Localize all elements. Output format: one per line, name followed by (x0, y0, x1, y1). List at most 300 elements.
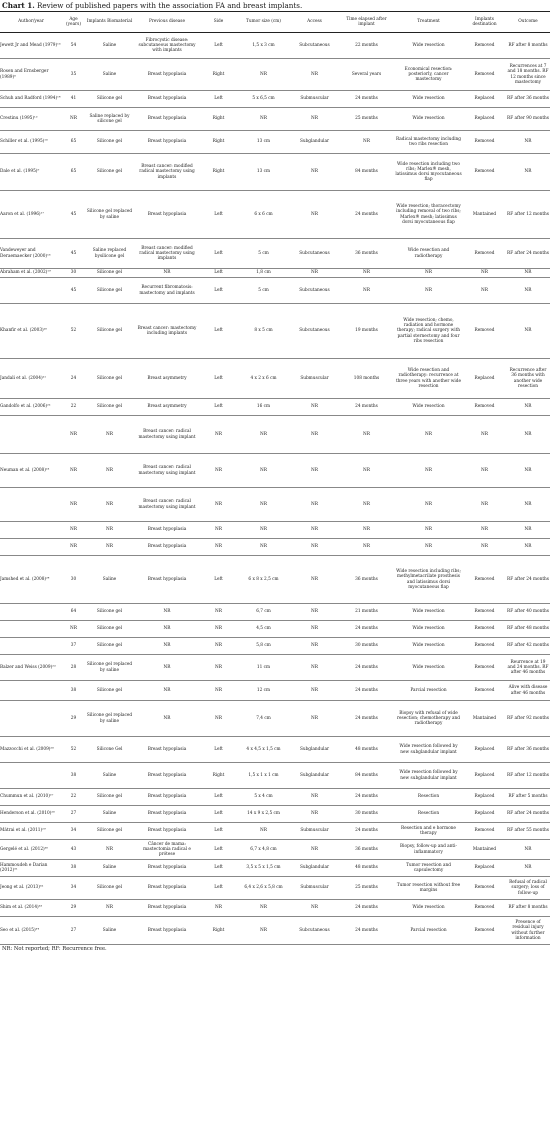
table-row (0, 737, 550, 763)
age-cell: 45 (62, 239, 85, 269)
implants-destination-cell: Removed (463, 33, 506, 59)
previous-disease-cell: Breast cancer: radical mastectomy using implant (134, 454, 200, 488)
outcome-cell: RF after 55 months (506, 823, 550, 840)
header-biomaterial: Implants Biomaterial (85, 12, 134, 33)
age-cell: 24 (62, 359, 85, 399)
table-footnote: NR: Not reported; RF: Recurrence free. (2, 946, 107, 952)
access-cell: NR (290, 789, 339, 806)
biomaterial-cell: Silicone gel (85, 681, 134, 701)
access-cell: Submuscular (290, 877, 339, 900)
previous-disease-cell: Breast hypoplasia (134, 823, 200, 840)
age-cell: 52 (62, 304, 85, 359)
author-cell: Gergelé et al. (2012)³⁰ (0, 840, 62, 860)
treatment-cell: Biopsy with refusal of wide resection; chemotherapy and radiotherapy (394, 701, 463, 737)
author-cell: Mazzocchi et al. (2009)²⁶ (0, 737, 62, 763)
access-cell: NR (290, 655, 339, 681)
age-cell: 45 (62, 191, 85, 239)
side-cell: NR (200, 522, 237, 539)
tumor-size-cell: 6,7 cm (237, 604, 290, 621)
implants-destination-cell: Removed (463, 917, 506, 945)
table-row (0, 539, 550, 556)
previous-disease-cell: Breast hypoplasia (134, 108, 200, 131)
access-cell: NR (290, 681, 339, 701)
outcome-cell: RF after 48 months (506, 621, 550, 638)
tumor-size-cell: NR (237, 108, 290, 131)
previous-disease-cell: Breast cancer: radical mastectomy using implant (134, 416, 200, 454)
review-table (0, 11, 550, 945)
outcome-cell: RF after 90 months (506, 108, 550, 131)
tumor-size-cell: 4,5 cm (237, 621, 290, 638)
header-time-elapsed: Time elapsed after implant (339, 12, 394, 33)
time-elapsed-cell: 24 months (339, 191, 394, 239)
time-elapsed-cell: 84 months (339, 763, 394, 789)
biomaterial-cell: NR (85, 522, 134, 539)
tumor-size-cell: 5 cm (237, 239, 290, 269)
implants-destination-cell: Removed (463, 131, 506, 154)
author-cell: Jamshed et al. (2008)²⁴ (0, 556, 62, 604)
tumor-size-cell: NR (237, 522, 290, 539)
side-cell: NR (200, 900, 237, 917)
time-elapsed-cell: NR (339, 131, 394, 154)
table-row (0, 681, 550, 701)
author-cell: Hammoudeh e Darian (2012)³¹ (0, 860, 62, 877)
implants-destination-cell: NR (463, 522, 506, 539)
implants-destination-cell: Removed (463, 239, 506, 269)
outcome-cell: NR (506, 416, 550, 454)
time-elapsed-cell: 48 months (339, 737, 394, 763)
access-cell: NR (290, 154, 339, 191)
tumor-size-cell: 8 x 5 cm (237, 304, 290, 359)
author-cell: Khanfir et al. (2003)²⁰ (0, 304, 62, 359)
biomaterial-cell: Saline (85, 59, 134, 91)
table-row (0, 655, 550, 681)
time-elapsed-cell: NR (339, 416, 394, 454)
implants-destination-cell: Removed (463, 638, 506, 655)
header-access: Access (290, 12, 339, 33)
outcome-cell: RF after 5 months (506, 789, 550, 806)
previous-disease-cell: Breast cancer: modified radical mastectomy using implants (134, 154, 200, 191)
tumor-size-cell: 5 cm (237, 278, 290, 304)
access-cell: Subglandular (290, 131, 339, 154)
author-cell (0, 416, 62, 454)
treatment-cell: NR (394, 539, 463, 556)
time-elapsed-cell: NR (339, 522, 394, 539)
implants-destination-cell: NR (463, 454, 506, 488)
caption-label: Chart 1. (2, 1, 35, 10)
treatment-cell: Parcial resection (394, 681, 463, 701)
time-elapsed-cell: 24 months (339, 789, 394, 806)
author-cell: Shim et al. (2014)³³ (0, 900, 62, 917)
side-cell: Left (200, 737, 237, 763)
treatment-cell: Wide resection including two ribs; Marlex® mesh, latissimus dorsi myocutaneous flap (394, 154, 463, 191)
tumor-size-cell: 1,5 x 3 cm (237, 33, 290, 59)
tumor-size-cell: 1,8 cm (237, 269, 290, 278)
outcome-cell: NR (506, 539, 550, 556)
tumor-size-cell: NR (237, 488, 290, 522)
age-cell: 43 (62, 840, 85, 860)
time-elapsed-cell: 22 months (339, 33, 394, 59)
treatment-cell: Wide resection (394, 638, 463, 655)
outcome-cell: RF after 12 months (506, 763, 550, 789)
time-elapsed-cell: 24 months (339, 917, 394, 945)
implants-destination-cell: Mantained (463, 840, 506, 860)
treatment-cell: Wide resection (394, 604, 463, 621)
time-elapsed-cell: 30 months (339, 806, 394, 823)
biomaterial-cell: NR (85, 488, 134, 522)
previous-disease-cell: Fibrocystic disease: subcutaneous mastectomy with implants (134, 33, 200, 59)
author-cell (0, 638, 62, 655)
access-cell: NR (290, 108, 339, 131)
author-cell: Schiller et al. (1995)¹⁶ (0, 131, 62, 154)
tumor-size-cell: NR (237, 823, 290, 840)
author-cell (0, 539, 62, 556)
biomaterial-cell: Silicone gel (85, 269, 134, 278)
table-row (0, 701, 550, 737)
treatment-cell: Wide resection followed by new subglandular implant (394, 763, 463, 789)
table-row (0, 91, 550, 108)
tumor-size-cell: 4 x 4,5 x 1,5 cm (237, 737, 290, 763)
side-cell: NR (200, 604, 237, 621)
time-elapsed-cell: 48 months (339, 860, 394, 877)
header-side: Side (200, 12, 237, 33)
author-cell (0, 278, 62, 304)
tumor-size-cell: 6 x 8 x 2,5 cm (237, 556, 290, 604)
outcome-cell: NR (506, 454, 550, 488)
implants-destination-cell: Removed (463, 877, 506, 900)
access-cell: NR (290, 806, 339, 823)
biomaterial-cell: NR (85, 900, 134, 917)
biomaterial-cell: Silicone gel (85, 877, 134, 900)
treatment-cell: Tumor resection and capsulectomy (394, 860, 463, 877)
implants-destination-cell: Removed (463, 655, 506, 681)
outcome-cell: Reurrence at 19 and 24 months. RF after 46 months (506, 655, 550, 681)
biomaterial-cell: Silicone gel (85, 91, 134, 108)
table-row (0, 806, 550, 823)
biomaterial-cell: Silicone Gel (85, 737, 134, 763)
outcome-cell: NR (506, 304, 550, 359)
outcome-cell: NR (506, 154, 550, 191)
outcome-cell: Refusal of radical surgery; loss of follow-up (506, 877, 550, 900)
author-cell: Gandolfo et al. (2006)²² (0, 399, 62, 416)
access-cell: NR (290, 900, 339, 917)
outcome-cell: Recurrence after 36 months with another wide resection (506, 359, 550, 399)
age-cell: NR (62, 416, 85, 454)
access-cell: Subcutaneous (290, 917, 339, 945)
previous-disease-cell: Breast hypoplasia (134, 91, 200, 108)
side-cell: Left (200, 239, 237, 269)
age-cell: 52 (62, 737, 85, 763)
time-elapsed-cell: 25 months (339, 877, 394, 900)
biomaterial-cell: Silicone gel (85, 359, 134, 399)
age-cell: 54 (62, 33, 85, 59)
side-cell: Left (200, 33, 237, 59)
implants-destination-cell: Removed (463, 154, 506, 191)
table-row (0, 108, 550, 131)
access-cell: Subcutaneous (290, 239, 339, 269)
access-cell: NR (290, 416, 339, 454)
tumor-size-cell: 5 x 6,5 cm (237, 91, 290, 108)
previous-disease-cell: Breast hypoplasia (134, 737, 200, 763)
side-cell: NR (200, 539, 237, 556)
time-elapsed-cell: 36 months (339, 239, 394, 269)
table-row (0, 823, 550, 840)
age-cell: NR (62, 108, 85, 131)
side-cell: NR (200, 416, 237, 454)
age-cell: 34 (62, 823, 85, 840)
time-elapsed-cell: 19 months (339, 304, 394, 359)
tumor-size-cell: 16 cm (237, 399, 290, 416)
author-cell: Jeong et al. (2013)³² (0, 877, 62, 900)
author-cell: Vandeweyer and Deraemaecker (2000)¹⁸ (0, 239, 62, 269)
previous-disease-cell: Breast cancer: modified radical mastectomy using implants (134, 239, 200, 269)
time-elapsed-cell: NR (339, 488, 394, 522)
implants-destination-cell: Removed (463, 604, 506, 621)
time-elapsed-cell: 24 months (339, 823, 394, 840)
tumor-size-cell: NR (237, 539, 290, 556)
tumor-size-cell: 13 cm (237, 154, 290, 191)
previous-disease-cell: NR (134, 638, 200, 655)
side-cell: NR (200, 681, 237, 701)
header-outcome: Outcome (506, 12, 550, 33)
previous-disease-cell: NR (134, 681, 200, 701)
tumor-size-cell: 12 cm (237, 681, 290, 701)
age-cell: 38 (62, 681, 85, 701)
implants-destination-cell: NR (463, 488, 506, 522)
header-age: Age (years) (62, 12, 85, 33)
side-cell: NR (200, 488, 237, 522)
outcome-cell: RF after 24 months (506, 556, 550, 604)
previous-disease-cell: Breast hypoplasia (134, 789, 200, 806)
tumor-size-cell: NR (237, 59, 290, 91)
treatment-cell: Wide resection (394, 621, 463, 638)
time-elapsed-cell: 24 months (339, 399, 394, 416)
biomaterial-cell: Saline (85, 917, 134, 945)
outcome-cell: RF after 92 months (506, 701, 550, 737)
access-cell: Subcutaneous (290, 278, 339, 304)
side-cell: Left (200, 789, 237, 806)
access-cell: Subglandular (290, 737, 339, 763)
author-cell: Abraham et al. (2002)¹⁹ (0, 269, 62, 278)
age-cell: 45 (62, 278, 85, 304)
table-header-row (0, 12, 550, 33)
access-cell: NR (290, 269, 339, 278)
previous-disease-cell: Breast cancer: radical mastectomy using implant (134, 488, 200, 522)
treatment-cell: Radical mastectomy including two ribs resection (394, 131, 463, 154)
side-cell: Left (200, 304, 237, 359)
access-cell: NR (290, 604, 339, 621)
table-row (0, 763, 550, 789)
age-cell: 64 (62, 604, 85, 621)
biomaterial-cell: Silicone gel (85, 154, 134, 191)
tumor-size-cell: 1,5 x 1 x 1 cm (237, 763, 290, 789)
treatment-cell: Biopsy, follow-up and anti-inflammatory (394, 840, 463, 860)
biomaterial-cell: Saline replaced bysilicone gel (85, 239, 134, 269)
age-cell: 29 (62, 701, 85, 737)
biomaterial-cell: Silicone gel (85, 789, 134, 806)
previous-disease-cell: NR (134, 604, 200, 621)
age-cell: NR (62, 454, 85, 488)
previous-disease-cell: Breast hypoplasia (134, 59, 200, 91)
header-author: Author/year (0, 12, 62, 33)
implants-destination-cell: Replaced (463, 91, 506, 108)
access-cell: Subcutaneous (290, 304, 339, 359)
header-implants-destination: Implants destination (463, 12, 506, 33)
author-cell (0, 488, 62, 522)
time-elapsed-cell: 36 months (339, 840, 394, 860)
table-row (0, 900, 550, 917)
table-row (0, 59, 550, 91)
previous-disease-cell: Breast hypoplasia (134, 191, 200, 239)
outcome-cell: RF after 24 months (506, 239, 550, 269)
treatment-cell: Wide resection and radiotherapy (394, 239, 463, 269)
outcome-cell: RF after 24 months (506, 806, 550, 823)
biomaterial-cell: Silicone gel replaced by saline (85, 191, 134, 239)
outcome-cell: NR (506, 522, 550, 539)
treatment-cell: NR (394, 416, 463, 454)
treatment-cell: Resection and e hormone therapy (394, 823, 463, 840)
treatment-cell: Wide resection; chemo, radiation and hormone therapy; radical surgery with partial sternectomy and four ribs resection (394, 304, 463, 359)
age-cell: 41 (62, 91, 85, 108)
biomaterial-cell: Silicone gel (85, 604, 134, 621)
outcome-cell: NR (506, 269, 550, 278)
author-cell (0, 604, 62, 621)
treatment-cell: Wide resection and radiotherapy: recurrence at three years with another wide resection (394, 359, 463, 399)
previous-disease-cell: Breast cancer: mastectomy including implants (134, 304, 200, 359)
treatment-cell: Resection (394, 806, 463, 823)
previous-disease-cell: Breast hypoplasia (134, 522, 200, 539)
biomaterial-cell: Silicone gel (85, 131, 134, 154)
time-elapsed-cell: 25 months (339, 108, 394, 131)
treatment-cell: Parcial resection (394, 917, 463, 945)
previous-disease-cell: NR (134, 655, 200, 681)
previous-disease-cell: Breast asymmetry (134, 359, 200, 399)
side-cell: Right (200, 154, 237, 191)
age-cell: 37 (62, 638, 85, 655)
tumor-size-cell: NR (237, 917, 290, 945)
biomaterial-cell: Silicone gel (85, 278, 134, 304)
table-row (0, 877, 550, 900)
implants-destination-cell: Replaced (463, 860, 506, 877)
outcome-cell: Alive with disease after 46 months (506, 681, 550, 701)
biomaterial-cell: Silicone gel (85, 621, 134, 638)
author-cell (0, 522, 62, 539)
author-cell: Schuh and Radford (1994)¹⁴ (0, 91, 62, 108)
tumor-size-cell: 14 x 9 x 2,5 cm (237, 806, 290, 823)
table-row (0, 789, 550, 806)
implants-destination-cell: Replaced (463, 737, 506, 763)
outcome-cell: RF after 40 months (506, 604, 550, 621)
table-row (0, 131, 550, 154)
access-cell: Subglandular (290, 763, 339, 789)
side-cell: Left (200, 269, 237, 278)
table-row (0, 621, 550, 638)
implants-destination-cell: Replaced (463, 108, 506, 131)
table-row (0, 33, 550, 59)
outcome-cell: Presence of residual injury without further information (506, 917, 550, 945)
side-cell: Right (200, 917, 237, 945)
implants-destination-cell: NR (463, 539, 506, 556)
biomaterial-cell: Silicone gel replaced by saline (85, 655, 134, 681)
table-row (0, 239, 550, 269)
author-cell: Jandali et al. (2004)²¹ (0, 359, 62, 399)
outcome-cell: RF after 12 months (506, 191, 550, 239)
previous-disease-cell: Breast hypoplasia (134, 131, 200, 154)
treatment-cell: Wide resection including ribs; methylmetacrilate prosthesis and latissimus dorsi myocutaneous flap (394, 556, 463, 604)
side-cell: Left (200, 806, 237, 823)
tumor-size-cell: NR (237, 416, 290, 454)
biomaterial-cell: Silicone gel (85, 823, 134, 840)
table-row (0, 359, 550, 399)
previous-disease-cell: Breast hypoplasia (134, 877, 200, 900)
time-elapsed-cell: 24 months (339, 621, 394, 638)
tumor-size-cell: 6,4 x 2,6 x 5,8 cm (237, 877, 290, 900)
access-cell: NR (290, 522, 339, 539)
biomaterial-cell: Silicone gel replaced by saline (85, 701, 134, 737)
treatment-cell: NR (394, 454, 463, 488)
side-cell: Left (200, 399, 237, 416)
age-cell: 22 (62, 789, 85, 806)
previous-disease-cell: Breast hypoplasia (134, 556, 200, 604)
table-row (0, 191, 550, 239)
implants-destination-cell: Removed (463, 900, 506, 917)
tumor-size-cell: 6,7 x 4,8 cm (237, 840, 290, 860)
biomaterial-cell: Saline (85, 860, 134, 877)
outcome-cell: NR (506, 399, 550, 416)
outcome-cell: NR (506, 860, 550, 877)
side-cell: Left (200, 877, 237, 900)
implants-destination-cell: Removed (463, 621, 506, 638)
table-row (0, 556, 550, 604)
access-cell: NR (290, 488, 339, 522)
side-cell: Left (200, 860, 237, 877)
author-cell (0, 763, 62, 789)
side-cell: NR (200, 454, 237, 488)
time-elapsed-cell: 36 months (339, 556, 394, 604)
outcome-cell: RF after 36 months (506, 91, 550, 108)
side-cell: Left (200, 91, 237, 108)
side-cell: Right (200, 108, 237, 131)
outcome-cell: NR (506, 840, 550, 860)
table-body (0, 33, 550, 945)
table-row (0, 416, 550, 454)
implants-destination-cell: Mantained (463, 191, 506, 239)
time-elapsed-cell: 24 months (339, 900, 394, 917)
table-row (0, 917, 550, 945)
previous-disease-cell: Breast hypoplasia (134, 917, 200, 945)
treatment-cell: NR (394, 522, 463, 539)
treatment-cell: Wide resection (394, 900, 463, 917)
caption-text: Review of published papers with the association FA and breast implants. (37, 1, 303, 10)
previous-disease-cell: Breast hypoplasia (134, 763, 200, 789)
previous-disease-cell: NR (134, 621, 200, 638)
author-cell: Neuman et al. (2008)²³ (0, 454, 62, 488)
outcome-cell: NR (506, 488, 550, 522)
implants-destination-cell: Removed (463, 556, 506, 604)
outcome-cell: RF after 8 months (506, 33, 550, 59)
outcome-cell: NR (506, 131, 550, 154)
biomaterial-cell: Saline (85, 763, 134, 789)
side-cell: Left (200, 823, 237, 840)
access-cell: NR (290, 556, 339, 604)
treatment-cell: Wide resection; thoracectomy including removal of two ribs; Marlex® mesh; latissimus dorsi myocutaneous flap (394, 191, 463, 239)
age-cell: 29 (62, 900, 85, 917)
outcome-cell: RF after 42 months (506, 638, 550, 655)
author-cell: Chummun et al. (2010)²⁷ (0, 789, 62, 806)
access-cell: NR (290, 621, 339, 638)
time-elapsed-cell: NR (339, 278, 394, 304)
previous-disease-cell: NR (134, 269, 200, 278)
treatment-cell: NR (394, 488, 463, 522)
